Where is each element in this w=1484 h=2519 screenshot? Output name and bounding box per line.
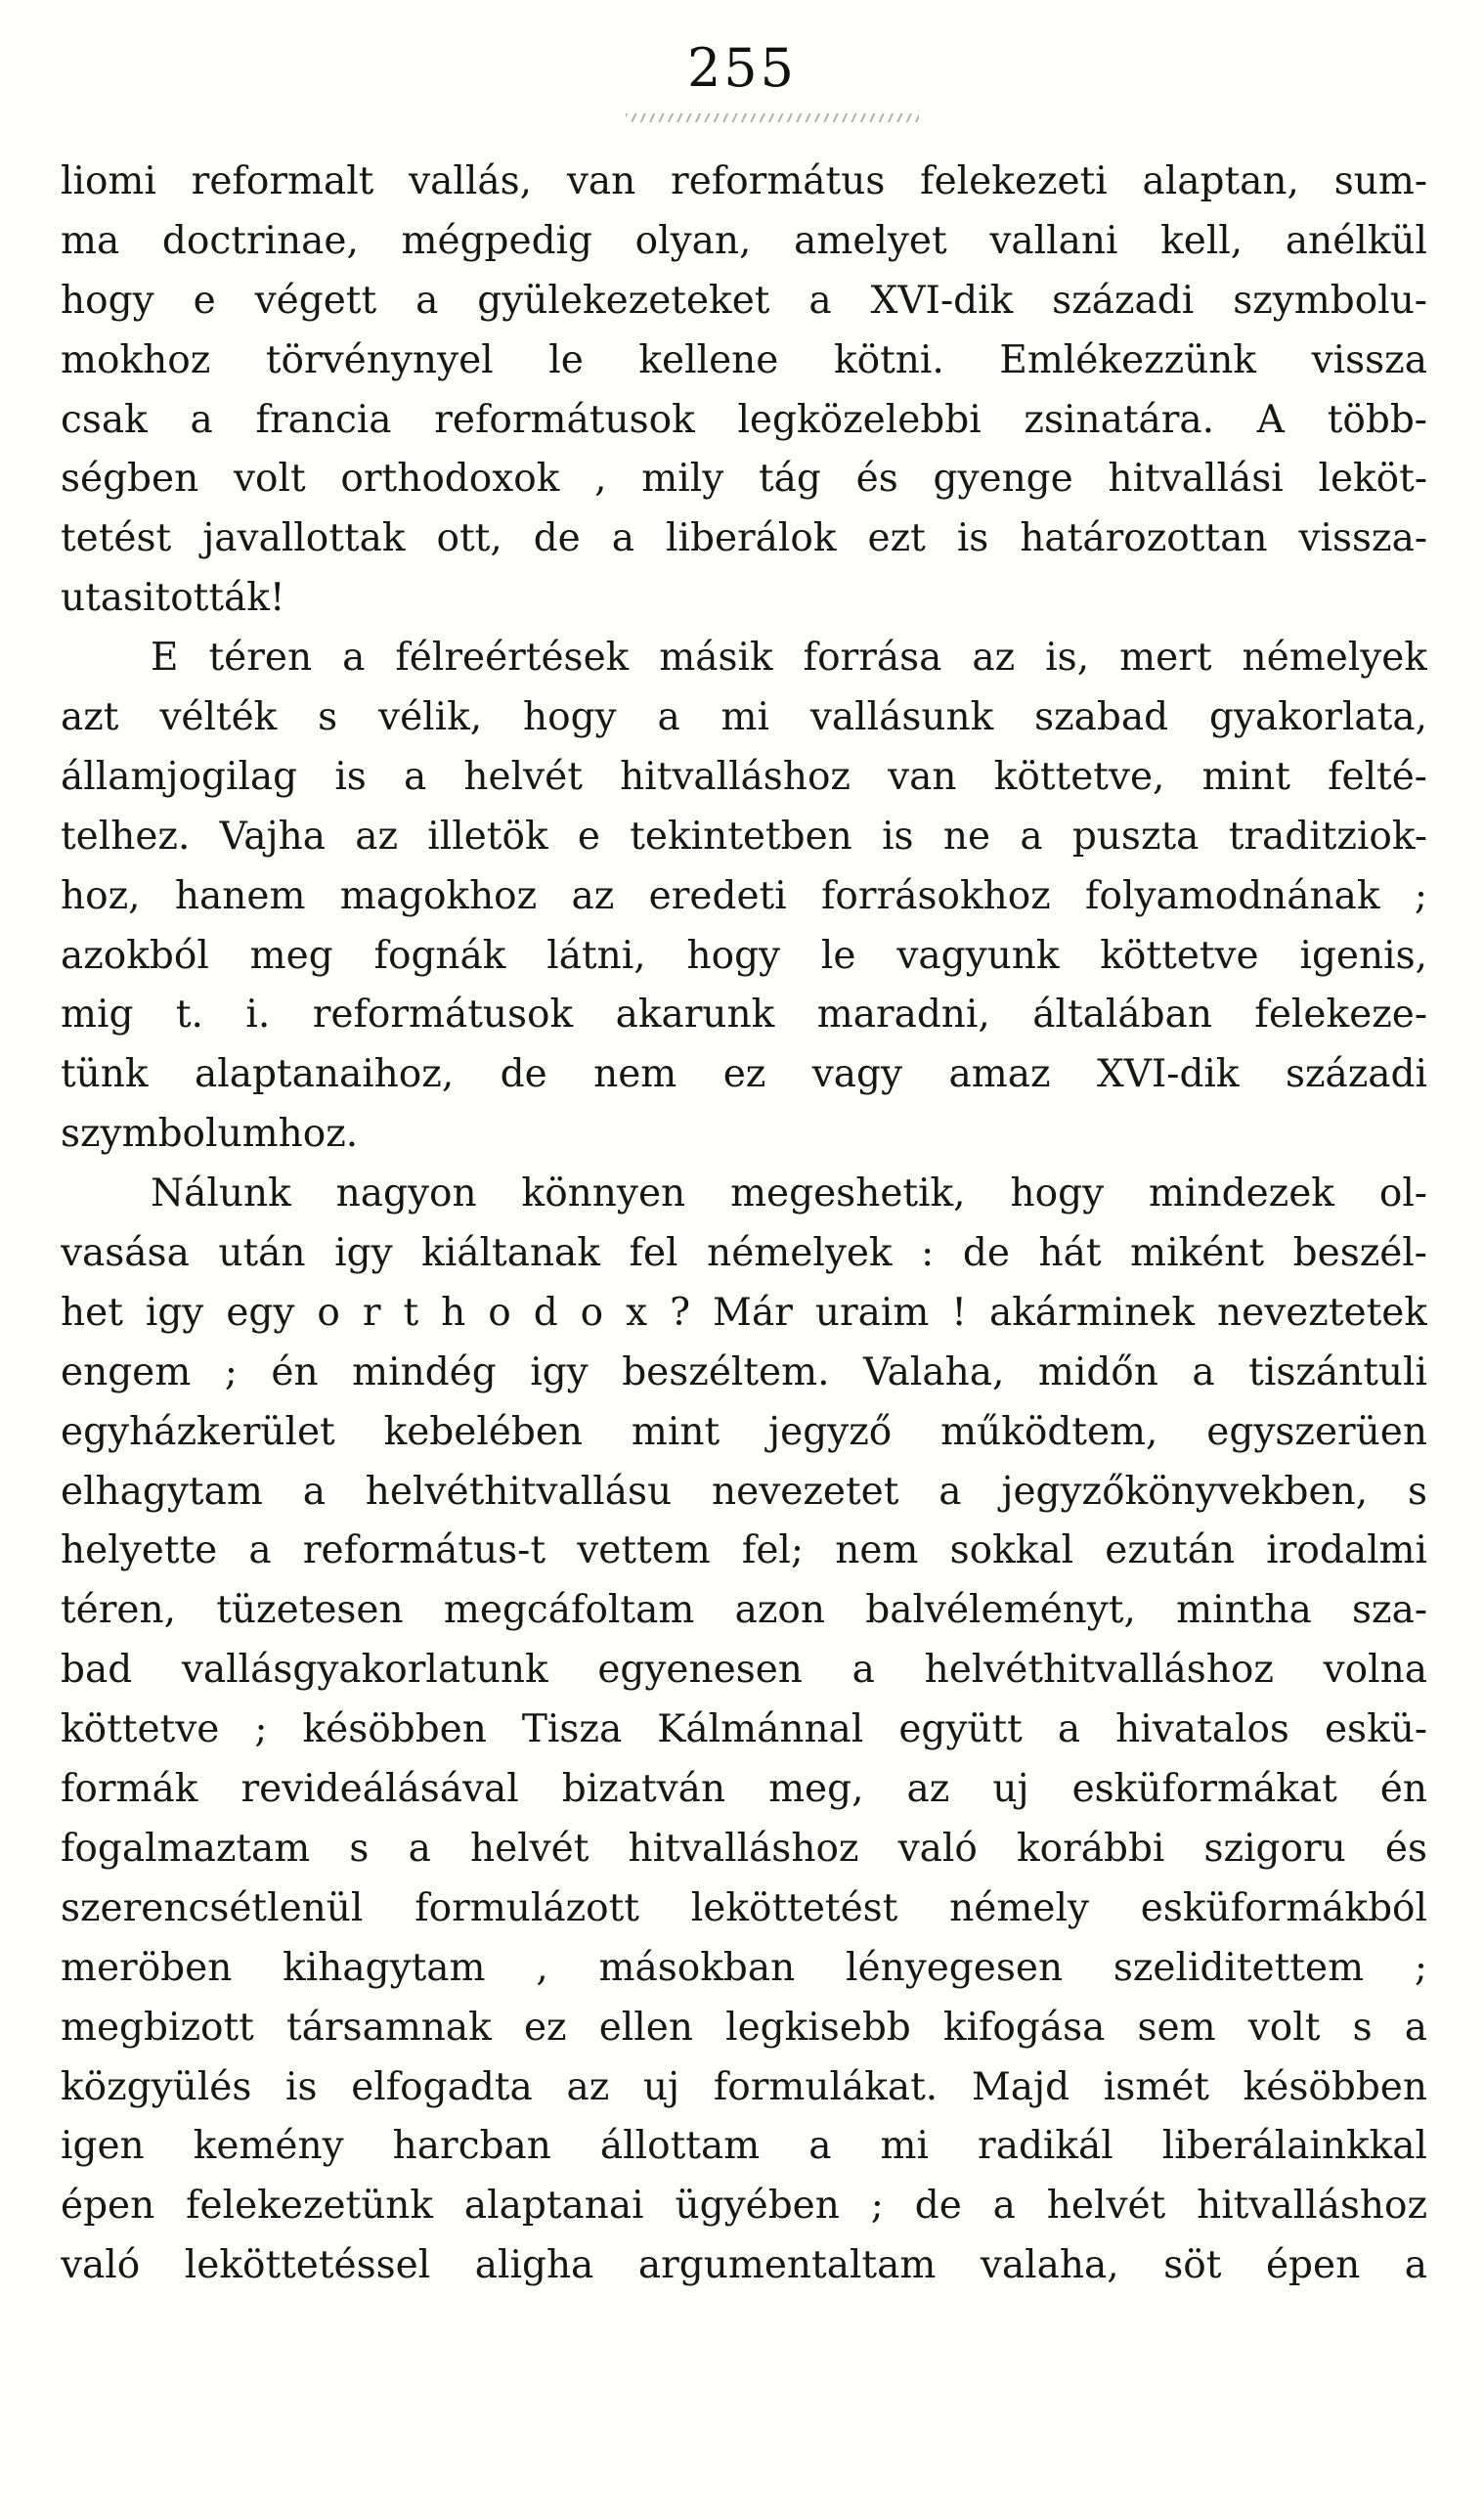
page-number: 255 — [686, 37, 798, 99]
text-line: ma doctrinae, mégpedig olyan, amelyet vallani kell, anélkül — [61, 218, 1427, 263]
text-line: tetést javallottak ott, de a liberálok ezt is határozottan vissza- — [61, 516, 1427, 561]
text-line: hogy e végett a gyülekezeteket a XVI-dik századi szymbolu- — [61, 278, 1427, 323]
text-line: meröben kihagytam , másokban lényegesen szeliditettem ; — [61, 1945, 1427, 1990]
text-line: azt vélték s vélik, hogy a mi vallásunk szabad gyakorlata, — [61, 695, 1427, 740]
text-line: vasása után igy kiáltanak fel némelyek : de hát miként beszél- — [61, 1231, 1427, 1276]
body-text — [61, 153, 1427, 2296]
text-line: csak a francia reformátusok legközelebbi zsinatára. A több- — [61, 397, 1427, 442]
text-line: het igy egy o r t h o d o x ? Már uraim ! akárminek neveztetek — [61, 1290, 1427, 1335]
text-line: ségben volt orthodoxok , mily tág és gyenge hitvallási leköt- — [61, 457, 1427, 502]
text-line: megbizott társamnak ez ellen legkisebb kifogása sem volt s a — [61, 2005, 1427, 2050]
text-line: téren, tüzetesen megcáfoltam azon balvéleményt, mintha sza- — [61, 1588, 1427, 1633]
text-line: liomi reformalt vallás, van református felekezeti alaptan, sum- — [61, 159, 1427, 203]
text-line: formák revideálásával bizatván meg, az uj esküformákat én — [61, 1767, 1427, 1812]
text-line: való leköttetéssel aligha argumentaltam valaha, söt épen a — [61, 2243, 1427, 2288]
text-line: engem ; én mindég igy beszéltem. Valaha, midőn a tiszántuli — [61, 1349, 1427, 1394]
text-line: E téren a félreértések másik forrása az is, mert némelyek — [151, 636, 1427, 681]
text-line: közgyülés is elfogadta az uj formulákat. Majd ismét késöbben — [61, 2064, 1427, 2109]
text-line: szymbolumhoz. — [61, 1112, 359, 1157]
text-line: utasitották! — [61, 576, 285, 621]
text-line: helyette a református-t vettem fel; nem sokkal ezután irodalmi — [61, 1528, 1427, 1573]
text-line: mig t. i. reformátusok akarunk maradni, általában felekeze- — [61, 993, 1427, 1038]
text-line: mokhoz törvénynyel le kellene kötni. Emlékezzünk vissza — [61, 337, 1427, 382]
ornament-rule — [626, 113, 919, 122]
text-line: bad vallásgyakorlatunk egyenesen a helvéthitvalláshoz volna — [61, 1648, 1427, 1693]
text-line: szerencsétlenül formulázott leköttetést némely esküformákból — [61, 1885, 1427, 1930]
text-line: igen kemény harcban állottam a mi radikál liberálainkkal — [61, 2124, 1427, 2169]
text-line: elhagytam a helvéthitvallásu nevezetet a jegyzőkönyvekben, s — [61, 1469, 1427, 1514]
text-line: köttetve ; késöbben Tisza Kálmánnal együtt a hivatalos eskü- — [61, 1707, 1427, 1752]
text-line: államjogilag is a helvét hitvalláshoz van köttetve, mint felté- — [61, 754, 1427, 799]
text-line: azokból meg fognák látni, hogy le vagyunk köttetve igenis, — [61, 933, 1427, 978]
text-line: fogalmaztam s a helvét hitvalláshoz való korábbi szigoru és — [61, 1826, 1427, 1871]
text-line: Nálunk nagyon könnyen megeshetik, hogy mindezek ol- — [151, 1171, 1427, 1216]
text-line: hoz, hanem magokhoz az eredeti forrásokhoz folyamodnának ; — [61, 873, 1427, 918]
text-line: épen felekezetünk alaptanai ügyében ; de a helvét hitvalláshoz — [61, 2184, 1427, 2229]
text-line: tünk alaptanaihoz, de nem ez vagy amaz XVI-dik századi — [61, 1052, 1427, 1097]
text-line: telhez. Vajha az illetök e tekintetben is ne a puszta traditziok- — [61, 814, 1427, 859]
text-line: egyházkerület kebelében mint jegyző működtem, egyszerüen — [61, 1409, 1427, 1454]
